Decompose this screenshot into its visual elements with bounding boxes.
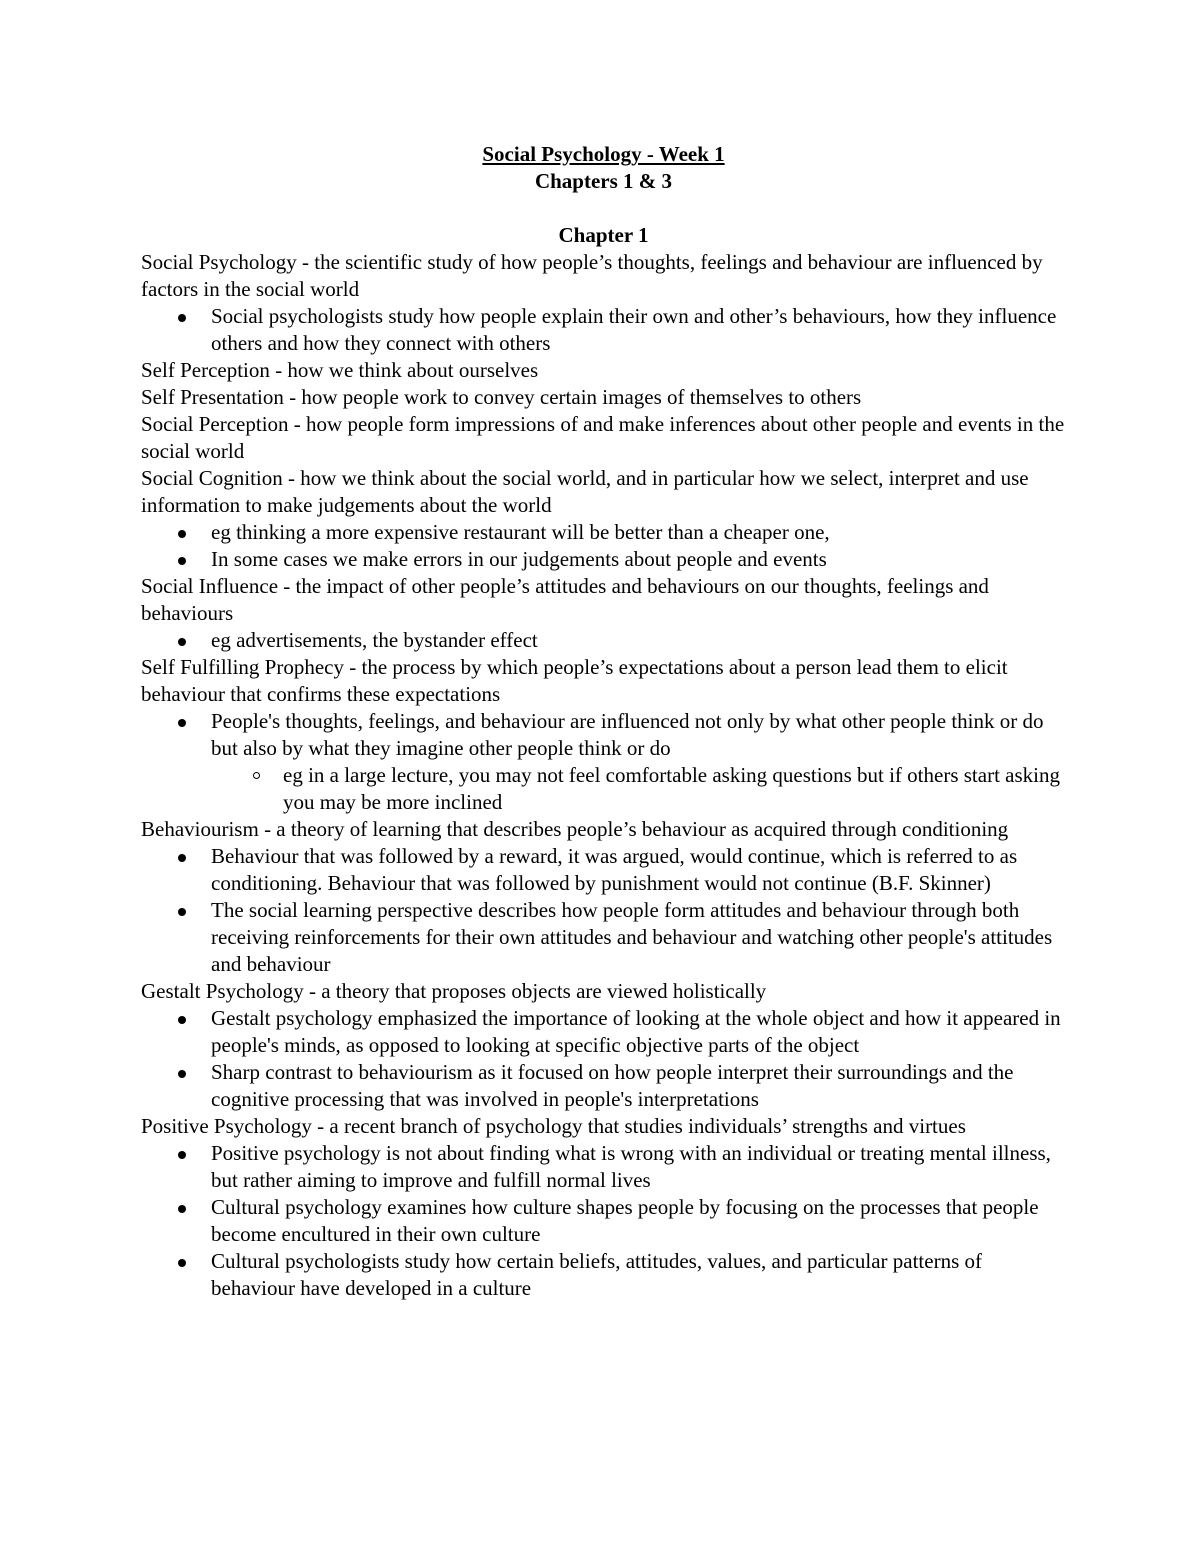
definition-paragraph: Self Perception - how we think about ourselves (141, 358, 539, 382)
bullet-text: Social psychologists study how people explain their own and other’s behaviours, how they influence others and how they connect with others (211, 304, 1057, 355)
bullet-dot-icon (178, 638, 186, 646)
bullet-circle-icon (253, 772, 260, 779)
blank-line (141, 195, 1066, 222)
bullet-dot-icon (178, 1259, 186, 1267)
bullet-dot-icon (178, 1016, 186, 1024)
bullet-text: eg in a large lecture, you may not feel comfortable asking questions but if others start asking you may be more inclined (283, 763, 1060, 814)
bullet-text: Behaviour that was followed by a reward, it was argued, would continue, which is referred to as conditioning. Behaviour that was followed by punishment would not continue (B.F. Skinner) (211, 844, 1018, 895)
bullet-item (141, 1248, 1066, 1302)
document-title: Social Psychology - Week 1 (482, 142, 725, 166)
notes-content (141, 249, 1066, 1302)
chapter-heading: Chapter 1 (558, 223, 649, 247)
bullet-dot-icon (178, 854, 186, 862)
bullet-item (141, 303, 1066, 357)
bullet-dot-icon (178, 530, 186, 538)
bullet-dot-icon (178, 1070, 186, 1078)
bullet-dot-icon (178, 557, 186, 565)
document-subtitle: Chapters 1 & 3 (534, 169, 673, 193)
definition-paragraph: Social Perception - how people form impressions of and make inferences about other people and events in the social world (141, 412, 1065, 463)
bullet-list (141, 762, 1066, 816)
bullet-text: Gestalt psychology emphasized the importance of looking at the whole object and how it appeared in people's minds, as opposed to looking at specific objective parts of the object (211, 1006, 1061, 1057)
definition-paragraph: Social Influence - the impact of other people’s attitudes and behaviours on our thoughts, feelings and behaviours (141, 574, 989, 625)
bullet-dot-icon (178, 1151, 186, 1159)
bullet-dot-icon (178, 1205, 186, 1213)
bullet-item (141, 1194, 1066, 1248)
bullet-item (141, 1005, 1066, 1059)
bullet-list (141, 519, 1066, 546)
bullet-item (141, 897, 1066, 978)
bullet-dot-icon (178, 719, 186, 727)
bullet-dot-icon (178, 314, 186, 322)
bullet-item (141, 519, 1066, 546)
bullet-text: eg thinking a more expensive restaurant will be better than a cheaper one, (211, 520, 830, 544)
bullet-list (141, 843, 1066, 897)
bullet-list (141, 1140, 1066, 1194)
definition-paragraph: Social Cognition - how we think about the social world, and in particular how we select, interpret and use information to make judgements about the world (141, 466, 1029, 517)
bullet-text: Positive psychology is not about finding what is wrong with an individual or treating mental illness, but rather aiming to improve and fulfill normal lives (211, 1141, 1051, 1192)
bullet-item (141, 1059, 1066, 1113)
document-body (141, 141, 1066, 1302)
definition-paragraph: Social Psychology - the scientific study of how people’s thoughts, feelings and behaviour are influenced by factors in the social world (141, 250, 1043, 301)
definition-paragraph: Self Fulfilling Prophecy - the process by which people’s expectations about a person lead them to elicit behaviour that confirms these expectations (141, 655, 1008, 706)
bullet-text: Sharp contrast to behaviourism as it focused on how people interpret their surroundings and the cognitive processing that was involved in people's interpretations (211, 1060, 1014, 1111)
definition-paragraph: Self Presentation - how people work to convey certain images of themselves to others (141, 385, 862, 409)
bullet-item (141, 627, 1066, 654)
bullet-list (141, 1059, 1066, 1113)
bullet-list (141, 708, 1066, 762)
bullet-list (141, 1005, 1066, 1059)
definition-paragraph: Behaviourism - a theory of learning that describes people’s behaviour as acquired through conditioning (141, 817, 1009, 841)
bullet-list (141, 303, 1066, 357)
definition-paragraph: Gestalt Psychology - a theory that proposes objects are viewed holistically (141, 979, 767, 1003)
bullet-dot-icon (178, 908, 186, 916)
bullet-text: People's thoughts, feelings, and behaviour are influenced not only by what other people think or do but also by what they imagine other people think or do (211, 709, 1044, 760)
bullet-item (141, 1140, 1066, 1194)
bullet-text: In some cases we make errors in our judgements about people and events (211, 547, 827, 571)
bullet-item (141, 546, 1066, 573)
sub-bullet-item (141, 762, 1066, 816)
bullet-list (141, 1194, 1066, 1248)
bullet-text: The social learning perspective describes how people form attitudes and behaviour through both receiving reinforcements for their own attitudes and behaviour and watching other people's attitudes and behaviour (211, 898, 1053, 976)
bullet-list (141, 627, 1066, 654)
bullet-text: Cultural psychology examines how culture shapes people by focusing on the processes that people become encultured in their own culture (211, 1195, 1039, 1246)
definition-paragraph: Positive Psychology - a recent branch of psychology that studies individuals’ strengths and virtues (141, 1114, 966, 1138)
bullet-text: eg advertisements, the bystander effect (211, 628, 538, 652)
bullet-list (141, 897, 1066, 978)
bullet-text: Cultural psychologists study how certain beliefs, attitudes, values, and particular patterns of behaviour have developed in a culture (211, 1249, 982, 1300)
bullet-list (141, 546, 1066, 573)
bullet-item (141, 708, 1066, 762)
bullet-list (141, 1248, 1066, 1302)
bullet-item (141, 843, 1066, 897)
